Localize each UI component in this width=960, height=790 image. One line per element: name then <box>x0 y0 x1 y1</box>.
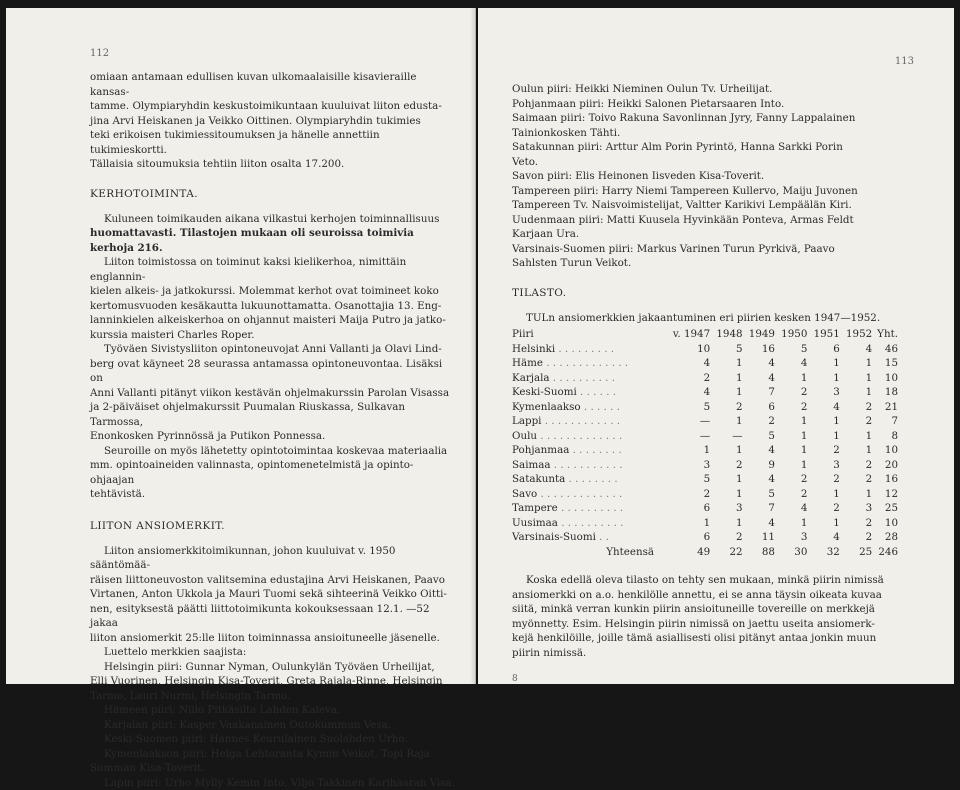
text-line: mm. opintoaineiden valinnasta, opintomenetelmistä ja opinto-ohjaajan <box>90 458 457 487</box>
district-label: Tampere <box>512 502 558 514</box>
saajat-section <box>512 82 914 271</box>
leader-dots: . . . . . . . . <box>565 473 617 485</box>
district-label: Uusimaa <box>512 517 558 529</box>
text-line: Tarmo, Lauri Nurmi, Helsingin Tarmo. <box>90 689 457 704</box>
text-line: Anni Vallanti pitänyt viikon kestävän ohjelmakurssin Parolan Visassa <box>90 386 457 401</box>
table-cell: 2 <box>775 385 807 400</box>
leader-dots: . . . . . . . . . . . . . <box>537 430 622 442</box>
table-cell: 1 <box>807 371 839 386</box>
text-line: Helsingin piiri: Gunnar Nyman, Oulunkylän Työväen Urheilijat, <box>90 660 457 675</box>
table-cell: 4 <box>664 356 710 371</box>
table-header-row <box>512 327 898 342</box>
text-line: nen, esityksestä päätti liittotoimikunta kokouksessaan 12.1. —52 jakaa <box>90 602 457 631</box>
table-cell: 3 <box>807 385 839 400</box>
leader-dots: . . . . . . . . . . . . . <box>543 357 628 369</box>
table-cell: — <box>664 414 710 429</box>
table-cell: 1 <box>775 516 807 531</box>
text-line: Summan Kisa-Toverit. <box>90 761 457 776</box>
table-cell: 1 <box>840 429 872 444</box>
text-line: Virtanen, Anton Ukkola ja Mauri Tuomi sekä sihteerinä Veikko Oitti- <box>90 587 457 602</box>
table-cell: 25 <box>872 501 898 516</box>
text-line: Sahlsten Turun Veikot. <box>512 256 914 271</box>
table-cell: 1 <box>710 516 742 531</box>
table-cell: 1 <box>710 356 742 371</box>
table-cell: 246 <box>872 545 898 560</box>
table-cell: 2 <box>775 472 807 487</box>
leader-dots: . . . . . . . . <box>569 444 621 456</box>
table-row <box>512 356 898 371</box>
table-row <box>512 429 898 444</box>
text-line: Koska edellä oleva tilasto on tehty sen mukaan, minkä piirin nimissä <box>512 573 914 588</box>
text-line: huomattavasti. Tilastojen mukaan oli seuroissa toimivia kerhoja 216. <box>90 226 457 255</box>
table-cell: 4 <box>743 516 775 531</box>
table-cell: 4 <box>840 342 872 357</box>
table-cell: 2 <box>664 487 710 502</box>
table-cell: 3 <box>664 458 710 473</box>
page-number: 112 <box>90 48 109 59</box>
table-cell: 12 <box>872 487 898 502</box>
table-cell: 6 <box>743 400 775 415</box>
table-cell: 1 <box>840 385 872 400</box>
district-label: Pohjanmaa <box>512 444 569 456</box>
total-label: Yhteensä <box>512 545 664 560</box>
text-line: piirin nimissä. <box>512 646 914 661</box>
table-cell: 5 <box>743 487 775 502</box>
table-cell: 2 <box>807 472 839 487</box>
district-name <box>512 458 664 473</box>
table-row <box>512 342 898 357</box>
district-label: Häme <box>512 357 543 369</box>
table-cell: 1 <box>775 414 807 429</box>
table-cell: 3 <box>775 530 807 545</box>
table-cell: 6 <box>664 530 710 545</box>
text-line: Tällaisia sitoumuksia tehtiin liiton osalta 17.200. <box>90 157 457 172</box>
table-cell: 4 <box>664 385 710 400</box>
table-cell: 2 <box>775 487 807 502</box>
table-cell: 2 <box>840 400 872 415</box>
table-row <box>512 385 898 400</box>
leader-dots: . . <box>596 531 609 543</box>
table-cell: 6 <box>664 501 710 516</box>
table-row <box>512 443 898 458</box>
table-cell: 88 <box>743 545 775 560</box>
table-cell: 4 <box>743 443 775 458</box>
table-cell: 1 <box>807 429 839 444</box>
leader-dots: . . . . . . . . . . . <box>551 459 623 471</box>
text-line: Liiton toimistossa on toiminut kaksi kielikerhoa, nimittäin englannin- <box>90 255 457 284</box>
text-line: Saimaan piiri: Toivo Rakuna Savonlinnan Jyry, Fanny Lappalainen <box>512 111 914 126</box>
table-cell: 4 <box>775 501 807 516</box>
text-line: liiton ansiomerkit 25:lle liiton toiminnassa ansioituneelle jäsenelle. <box>90 631 457 646</box>
text-line: Tampereen piiri: Harry Niemi Tampereen Kullervo, Maiju Juvonen <box>512 184 914 199</box>
column-header: 1948 <box>710 327 742 342</box>
district-name <box>512 371 664 386</box>
text-line: Varsinais-Suomen piiri: Markus Varinen Turun Pyrkivä, Paavo <box>512 242 914 257</box>
table-cell: 1 <box>710 472 742 487</box>
kerhot-section <box>90 212 457 502</box>
left-page <box>6 8 476 684</box>
intro-section <box>90 70 457 172</box>
table-cell: 1 <box>807 356 839 371</box>
table-cell: 1 <box>664 516 710 531</box>
table-row <box>512 472 898 487</box>
table-cell: 10 <box>872 516 898 531</box>
table-cell: 30 <box>775 545 807 560</box>
table-cell: 25 <box>840 545 872 560</box>
text-line: Seuroille on myös lähetetty opintotoimintaa koskevaa materiaalia <box>90 444 457 459</box>
text-line: Oulun piiri: Heikki Nieminen Oulun Tv. Urheilijat. <box>512 82 914 97</box>
table-cell: 2 <box>807 443 839 458</box>
text-line: berg ovat käyneet 28 seurassa antamassa opintoneuvontaa. Lisäksi on <box>90 357 457 386</box>
section-heading-ansiomerkit: LIITON ANSIOMERKIT. <box>90 520 457 532</box>
table-body <box>512 342 898 545</box>
table-cell: 3 <box>710 501 742 516</box>
district-label: Satakunta <box>512 473 565 485</box>
leader-dots: . . . . . . <box>577 386 616 398</box>
text-line: Elli Vuorinen, Helsingin Kisa-Toverit, Greta Rajala-Rinne, Helsingin <box>90 674 457 689</box>
table-cell: — <box>664 429 710 444</box>
district-label: Kymenlaakso <box>512 401 581 413</box>
district-label: Savo <box>512 488 537 500</box>
table-cell: 2 <box>840 516 872 531</box>
table-cell: 1 <box>775 458 807 473</box>
table-cell: 7 <box>743 501 775 516</box>
text-line: Savon piiri: Elis Heinonen Iisveden Kisa-Toverit. <box>512 169 914 184</box>
table-cell: 16 <box>872 472 898 487</box>
table-row <box>512 516 898 531</box>
table-cell: 2 <box>840 414 872 429</box>
text-line: Veto. <box>512 155 914 170</box>
table-cell: 1 <box>807 516 839 531</box>
district-label: Varsinais-Suomi <box>512 531 596 543</box>
table-cell: 2 <box>710 400 742 415</box>
text-line: Kuluneen toimikauden aikana vilkastui kerhojen toiminnallisuus <box>90 212 457 227</box>
table-cell: 21 <box>872 400 898 415</box>
table-cell: 8 <box>872 429 898 444</box>
table-cell: 3 <box>840 501 872 516</box>
table-cell: 2 <box>840 472 872 487</box>
text-line: kertomusvuoden kesäkautta lukuunottamatta. Osanottajia 13. Eng- <box>90 299 457 314</box>
table-row <box>512 458 898 473</box>
table-cell: 4 <box>775 356 807 371</box>
text-line: omiaan antamaan edullisen kuvan ulkomaalaisille kisavieraille kansas- <box>90 70 457 99</box>
section-heading-kerhotoiminta: KERHOTOIMINTA. <box>90 188 457 200</box>
table-cell: 5 <box>743 429 775 444</box>
text-line: ja 2-päiväiset ohjelmakurssit Puumalan Riuskassa, Sulkavan Tarmossa, <box>90 400 457 429</box>
table-cell: 15 <box>872 356 898 371</box>
column-header: 1949 <box>743 327 775 342</box>
text-line: Keski-Suomen piiri: Hannes Keurulainen Suolahden Urho. <box>90 732 457 747</box>
table-cell: 1 <box>807 487 839 502</box>
text-line: Liiton ansiomerkkitoimikunnan, johon kuuluivat v. 1950 sääntömää- <box>90 544 457 573</box>
text-line: Satakunnan piiri: Arttur Alm Porin Pyrintö, Hanna Sarkki Porin <box>512 140 914 155</box>
table-cell: 1 <box>840 487 872 502</box>
table-cell: 2 <box>775 400 807 415</box>
text-line: siitä, minkä verran kunkin piirin ansioituneille tovereille on merkkejä <box>512 602 914 617</box>
district-name <box>512 385 664 400</box>
table-cell: 5 <box>664 472 710 487</box>
table-cell: 32 <box>807 545 839 560</box>
district-label: Keski-Suomi <box>512 386 577 398</box>
table-row <box>512 371 898 386</box>
statistics-table <box>512 327 898 559</box>
text-line: tehtävistä. <box>90 487 457 502</box>
table-cell: 2 <box>710 458 742 473</box>
table-cell: 10 <box>664 342 710 357</box>
table-cell: 2 <box>710 530 742 545</box>
leader-dots: . . . . . . . . . <box>555 343 614 355</box>
district-name <box>512 516 664 531</box>
text-line: teki erikoisen tukimiessitoumuksen ja hänelle annettiin tukimieskortti. <box>90 128 457 157</box>
table-row <box>512 487 898 502</box>
text-line: tamme. Olympiaryhdin keskustoimikuntaan kuuluivat liiton edusta- <box>90 99 457 114</box>
text-line: Karjalan piiri: Kasper Vaakanainen Outokummun Vesa. <box>90 718 457 733</box>
page-number: 113 <box>895 56 914 67</box>
column-header: Yht. <box>872 327 898 342</box>
table-cell: 1 <box>840 356 872 371</box>
table-cell: 9 <box>743 458 775 473</box>
section-heading-tilasto: TILASTO. <box>512 287 914 299</box>
district-name <box>512 530 664 545</box>
district-name <box>512 487 664 502</box>
text-line: räisen liittoneuvoston valitsemina edustajina Arvi Heiskanen, Paavo <box>90 573 457 588</box>
text-line: myönnetty. Esim. Helsingin piirin nimissä on jaettu useita ansiomerk- <box>512 617 914 632</box>
leader-dots: . . . . . . . . . . <box>558 517 623 529</box>
table-cell: 2 <box>807 501 839 516</box>
right-page <box>478 8 954 684</box>
table-row <box>512 414 898 429</box>
column-header: v. 1947 <box>664 327 710 342</box>
leader-dots: . . . . . . <box>581 401 620 413</box>
table-cell: 7 <box>872 414 898 429</box>
column-header: Piiri <box>512 327 664 342</box>
table-cell: 1 <box>775 429 807 444</box>
table-cell: 1 <box>807 414 839 429</box>
table-caption: TULn ansiomerkkien jakaantuminen eri piirien kesken 1947—1952. <box>512 311 914 326</box>
table-cell: 2 <box>743 414 775 429</box>
table-cell: 4 <box>807 400 839 415</box>
signature-mark: 8 <box>512 674 914 684</box>
table-cell: 10 <box>872 371 898 386</box>
table-cell: 4 <box>743 371 775 386</box>
text-line: lanninkielen alkeiskerhoa on ohjannut maisteri Maija Putro ja jatko- <box>90 313 457 328</box>
district-name <box>512 501 664 516</box>
leader-dots: . . . . . . . . . . <box>550 372 615 384</box>
table-cell: 18 <box>872 385 898 400</box>
district-name <box>512 400 664 415</box>
text-line: Tainionkosken Tähti. <box>512 126 914 141</box>
closing-section <box>512 573 914 660</box>
table-cell: 2 <box>840 530 872 545</box>
table-cell: 1 <box>664 443 710 458</box>
column-header: 1951 <box>807 327 839 342</box>
table-cell: 5 <box>664 400 710 415</box>
table-cell: 1 <box>710 371 742 386</box>
text-line: Työväen Sivistysliiton opintoneuvojat Anni Vallanti ja Olavi Lind- <box>90 342 457 357</box>
table-cell: 11 <box>743 530 775 545</box>
table-cell: 1 <box>840 371 872 386</box>
leader-dots: . . . . . . . . . . . . <box>541 415 620 427</box>
table-cell: 1 <box>775 443 807 458</box>
text-line: jina Arvi Heiskanen ja Veikko Oittinen. Olympiaryhdin tukimies <box>90 114 457 129</box>
district-name <box>512 342 664 357</box>
text-line: kejä henkilöille, joille tämä asiallisesti olisi pitänyt antaa jonkin muun <box>512 631 914 646</box>
text-line: Hämeen piiri: Niilo Pitkäsilta Lahden Kaleva. <box>90 703 457 718</box>
text-line: ansiomerkki on a.o. henkilölle annettu, ei se anna täysin oikeata kuvaa <box>512 588 914 603</box>
table-cell: 4 <box>743 472 775 487</box>
district-name <box>512 429 664 444</box>
text-line: Lapin piiri: Urho Mylly Kemin Into, Viljo Takkinen Karihaaran Visa. <box>90 776 457 790</box>
district-label: Saimaa <box>512 459 551 471</box>
table-cell: 2 <box>664 371 710 386</box>
district-label: Helsinki <box>512 343 555 355</box>
table-cell: 10 <box>872 443 898 458</box>
text-line: kielen alkeis- ja jatkokurssi. Molemmat kerhot ovat toimineet koko <box>90 284 457 299</box>
district-name <box>512 356 664 371</box>
table-cell: 5 <box>710 342 742 357</box>
text-line: Luettelo merkkien saajista: <box>90 645 457 660</box>
table-cell: 1 <box>710 385 742 400</box>
text-line: Karjaan Ura. <box>512 227 914 242</box>
table-cell: 6 <box>807 342 839 357</box>
table-cell: 28 <box>872 530 898 545</box>
district-name <box>512 472 664 487</box>
district-label: Lappi <box>512 415 541 427</box>
table-cell: 5 <box>775 342 807 357</box>
table-cell: 1 <box>710 443 742 458</box>
table-cell: 16 <box>743 342 775 357</box>
table-row <box>512 400 898 415</box>
text-line: kurssia maisteri Charles Roper. <box>90 328 457 343</box>
table-row <box>512 501 898 516</box>
district-name <box>512 443 664 458</box>
table-total-row <box>512 545 898 560</box>
table-cell: 46 <box>872 342 898 357</box>
district-label: Oulu <box>512 430 537 442</box>
text-line: Kymenlaakson piiri: Helga Lehtoranta Kymin Veikot, Topi Raja <box>90 747 457 762</box>
table-cell: 4 <box>807 530 839 545</box>
table-cell: 2 <box>840 458 872 473</box>
table-cell: 49 <box>664 545 710 560</box>
text-line: Enonkosken Pyrinnössä ja Putikon Ponnessa. <box>90 429 457 444</box>
leader-dots: . . . . . . . . . . . . . <box>537 488 622 500</box>
table-cell: 22 <box>710 545 742 560</box>
merkit-section <box>90 544 457 790</box>
leader-dots: . . . . . . . . . . <box>558 502 623 514</box>
table-cell: 7 <box>743 385 775 400</box>
table-cell: — <box>710 429 742 444</box>
table-cell: 1 <box>840 443 872 458</box>
table-cell: 20 <box>872 458 898 473</box>
text-line: Tampereen Tv. Naisvoimistelijat, Valtter Karikivi Lempäälän Kiri. <box>512 198 914 213</box>
column-header: 1950 <box>775 327 807 342</box>
district-name <box>512 414 664 429</box>
table-row <box>512 530 898 545</box>
table-cell: 3 <box>807 458 839 473</box>
text-line: Pohjanmaan piiri: Heikki Salonen Pietarsaaren Into. <box>512 97 914 112</box>
table-cell: 1 <box>710 487 742 502</box>
text-line: Uudenmaan piiri: Matti Kuusela Hyvinkään Ponteva, Armas Feldt <box>512 213 914 228</box>
column-header: 1952 <box>840 327 872 342</box>
table-cell: 4 <box>743 356 775 371</box>
table-cell: 1 <box>775 371 807 386</box>
district-label: Karjala <box>512 372 550 384</box>
table-cell: 1 <box>710 414 742 429</box>
